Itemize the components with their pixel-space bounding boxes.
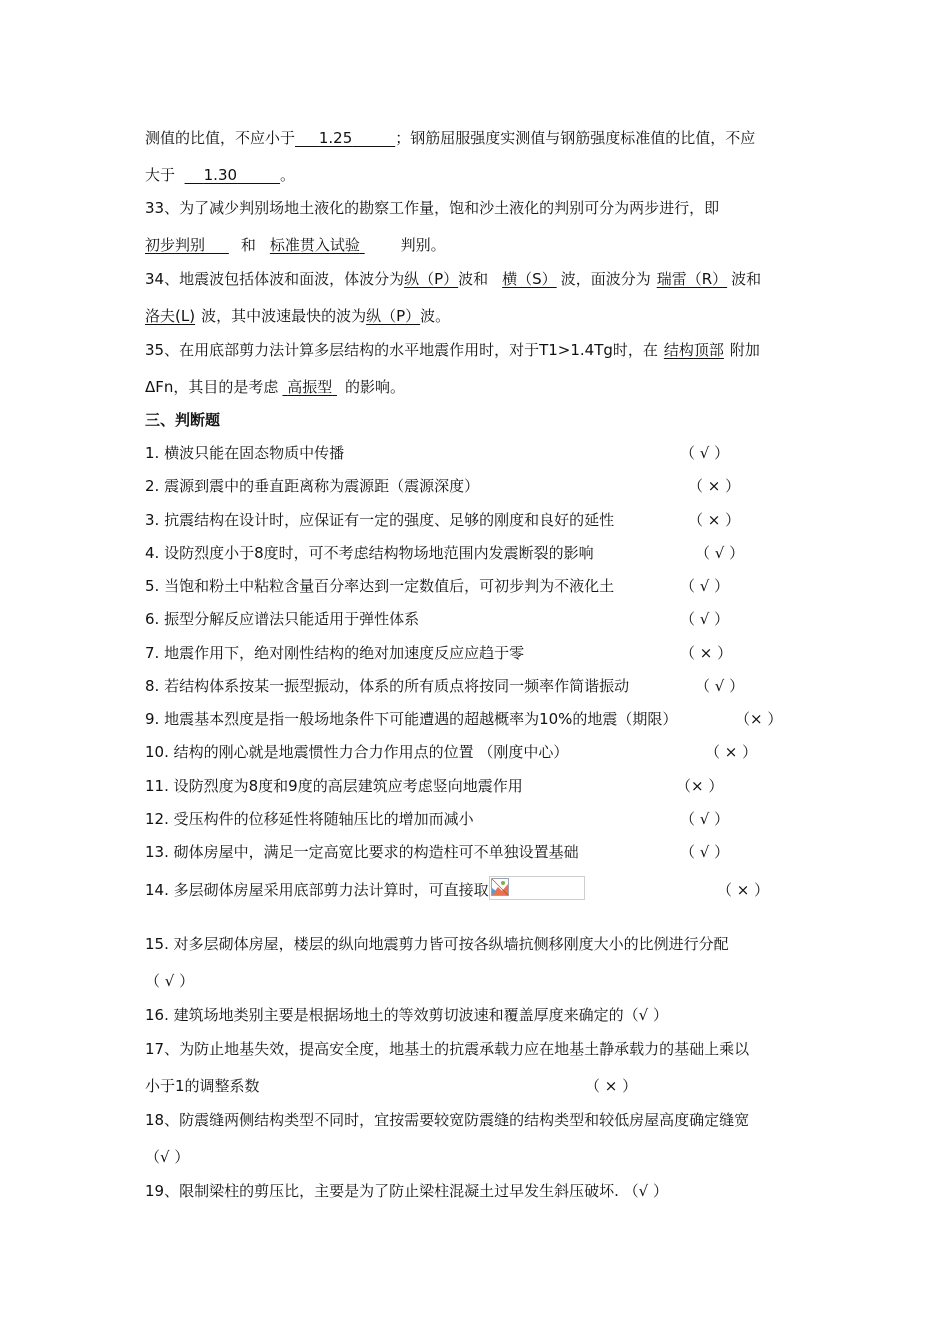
- tf-answer-4: （ √ ）: [695, 544, 745, 562]
- tf-answer-3: （ × ）: [688, 511, 741, 529]
- q34-blank-4: 洛夫(L): [145, 307, 196, 325]
- tf-item-9: 9. 地震基本烈度是指一般场地条件下可能遭遇的超越概率为10%的地震（期限） （× ）: [145, 710, 783, 728]
- q33-mid: 和: [240, 236, 256, 254]
- tf-item-3: 3. 抗震结构在设计时，应保证有一定的强度、足够的刚度和良好的延性 （ × ）: [145, 511, 741, 529]
- tf-answer-2: （ × ）: [688, 477, 741, 495]
- tf-item-19: 19、限制梁柱的剪压比，主要是为了防止梁柱混凝土过早发生斜压破坏. （√ ）: [145, 1182, 668, 1200]
- tf-item-7: 7. 地震作用下，绝对刚性结构的绝对加速度反应应趋于零 （ × ）: [145, 644, 733, 662]
- q32-text-b: ；钢筋屈服强度实测值与钢筋强度标准值的比值，不应: [395, 129, 756, 147]
- tf-item-13: 13. 砌体房屋中，满足一定高宽比要求的构造柱可不单独设置基础 （ √ ）: [145, 843, 730, 861]
- tf-answer-17: （ × ）: [585, 1077, 638, 1095]
- tf-item-14: 14. 多层砌体房屋采用底部剪力法计算时，可直接取 （ × ）: [145, 880, 810, 900]
- tf-answer-11: （× ）: [676, 777, 724, 795]
- q32-line-1: [145, 128, 810, 148]
- tf-item-16: 16. 建筑场地类别主要是根据场地土的等效剪切波速和覆盖厚度来确定的（√ ）: [145, 1006, 668, 1024]
- tf-item-2: 2. 震源到震中的垂直距离称为震源距（震源深度） （ × ）: [145, 477, 741, 495]
- tf-item-11: 11. 设防烈度为8度和9度的高层建筑应考虑竖向地震作用 （× ）: [145, 777, 724, 795]
- tf-item-10: 10. 结构的刚心就是地震惯性力合力作用点的位置 （刚度中心） （ × ）: [145, 743, 758, 761]
- q35-line-2: ΔFn，其目的是考虑 高振型 的影响。: [145, 378, 405, 396]
- tf-answer-6: （ √ ）: [680, 610, 730, 628]
- q33-line-1: 33、为了减少判别场地土液化的勘察工作量，饱和沙土液化的判别可分为两步进行，即: [145, 199, 720, 217]
- q32-text-a: 测值的比值，不应小于: [145, 129, 296, 147]
- q32-blank-2: 1.30: [203, 166, 238, 184]
- tf-answer-8: （ √ ）: [695, 677, 745, 695]
- tf-item-6: 6. 振型分解反应谱法只能适用于弹性体系 （ √ ）: [145, 610, 730, 628]
- q34-blank-5: 纵（P）: [366, 307, 421, 325]
- tf-item-12: 12. 受压构件的位移延性将随轴压比的增加而减小 （ √ ）: [145, 810, 730, 828]
- q33-blank-2: 标准贯入试验: [269, 236, 360, 254]
- tf-answer-5: （ √ ）: [680, 577, 730, 595]
- q35-line-1: 35、在用底部剪力法计算多层结构的水平地震作用时，对于T1>1.4Tg时，在 结构顶部 附加: [145, 341, 760, 359]
- tf-answer-15: （ √ ）: [145, 972, 195, 990]
- tf-item-18-line-1: 18、防震缝两侧结构类型不同时，宜按需要较宽防震缝的结构类型和较低房屋高度确定缝宽: [145, 1111, 750, 1129]
- q35-blank-1: 结构顶部: [663, 341, 724, 359]
- tf-item-4: 4. 设防烈度小于8度时，可不考虑结构物场地范围内发震断裂的影响 （ √ ）: [145, 544, 745, 562]
- tf-item-5: 5. 当饱和粉土中粘粒含量百分率达到一定数值后，可初步判为不液化土 （ √ ）: [145, 577, 730, 595]
- q34-line-1: 34、地震波包括体波和面波，体波分为纵（P）波和 横（S） 波，面波分为 瑞雷（R） 波和: [145, 270, 762, 288]
- q34-line-2: 洛夫(L) 波，其中波速最快的波为纵（P）波。: [145, 307, 451, 325]
- broken-image-icon: [489, 876, 585, 900]
- tf-answer-18: （√ ）: [145, 1148, 190, 1166]
- section-3-title: 三、判断题: [145, 411, 221, 429]
- tf-answer-7: （ × ）: [680, 644, 733, 662]
- q33-blank-1: 初步判别: [145, 236, 206, 254]
- q34-blank-1: 纵（P）: [404, 270, 459, 288]
- tf-item-17-line-2: 小于1的调整系数 （ × ）: [145, 1077, 638, 1095]
- tf-item-8: 8. 若结构体系按某一振型振动，体系的所有质点将按同一频率作简谐振动 （ √ ）: [145, 677, 745, 695]
- tf-answer-9: （× ）: [735, 710, 783, 728]
- tf-item-15-line-1: 15. 对多层砌体房屋，楼层的纵向地震剪力皆可按各纵墙抗侧移刚度大小的比例进行分配: [145, 935, 729, 953]
- tf-answer-1: （ √ ）: [680, 444, 730, 462]
- q35-blank-2: 高振型: [287, 378, 333, 396]
- q34-blank-2: 横（S）: [502, 270, 557, 288]
- q34-blank-3: 瑞雷（R）: [656, 270, 728, 288]
- tf-answer-10: （ × ）: [705, 743, 758, 761]
- q32-blank-1: 1.25: [318, 129, 353, 147]
- tf-item-1: 1. 横波只能在固态物质中传播 （ √ ）: [145, 444, 730, 462]
- tf-item-17-line-1: 17、为防止地基失效，提高安全度，地基土的抗震承载力应在地基土静承载力的基础上乘以: [145, 1040, 750, 1058]
- q33-end: 判别。: [400, 236, 446, 254]
- q32-line-2: [145, 165, 810, 185]
- tf-answer-14: （ × ）: [717, 881, 770, 899]
- tf-answer-13: （ √ ）: [680, 843, 730, 861]
- q33-line-2: [145, 235, 810, 255]
- q32-text-c: 大于: [145, 166, 176, 184]
- q32-text-d: 。: [279, 166, 295, 184]
- tf-answer-12: （ √ ）: [680, 810, 730, 828]
